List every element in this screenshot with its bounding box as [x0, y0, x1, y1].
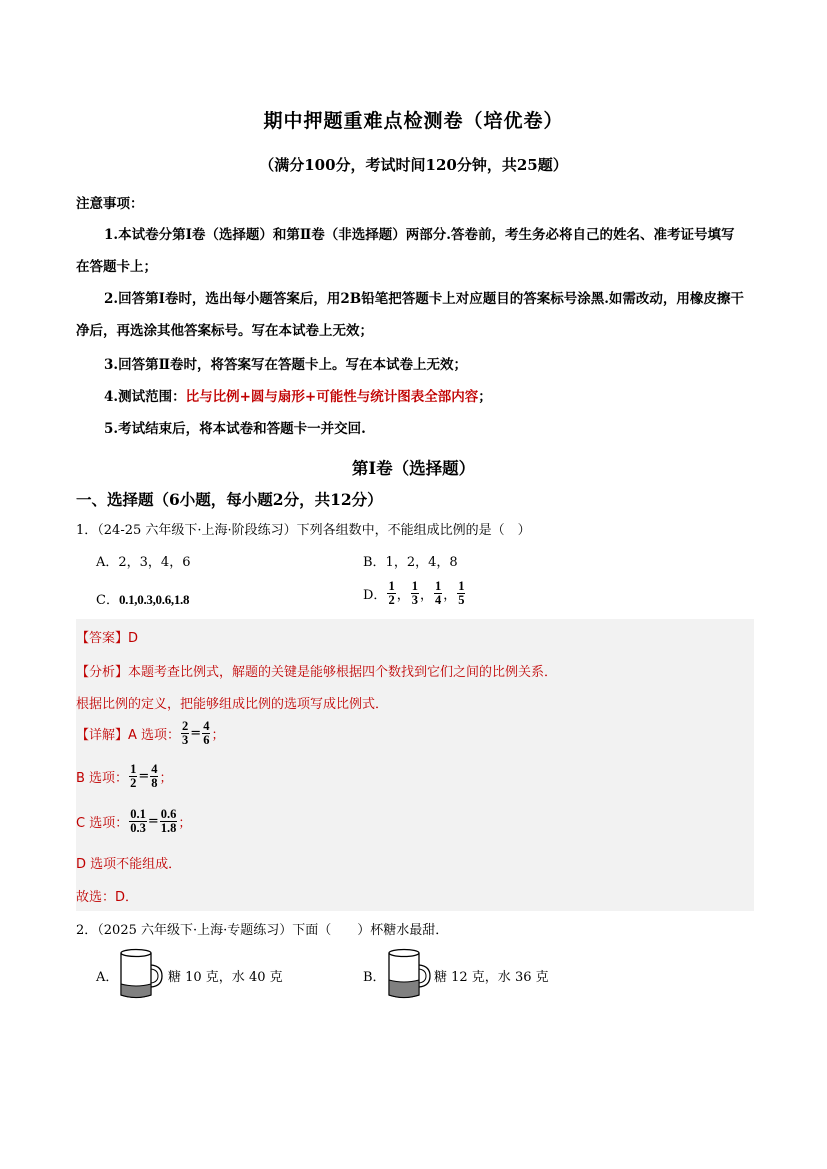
cup-icon — [386, 948, 432, 1000]
section-title: 第Ⅰ卷（选择题） — [351, 459, 476, 478]
detail-b-label: B 选项： — [76, 771, 129, 786]
q1-stem: 1．（24-25 六年级下·上海·阶段练习）下列各组数中，不能组成比例的是（ ） — [76, 523, 531, 538]
detail-b — [76, 763, 172, 790]
detail-c-label: C 选项： — [76, 816, 129, 831]
fraction: $\frac{4}{6}$ — [203, 719, 210, 747]
page-subtitle: （满分100分，考试时间120分钟，共25题） — [259, 156, 568, 174]
separator: ， — [443, 588, 457, 603]
note-3: 3.回答第Ⅱ卷时，将答案写在答题卡上。写在本试卷上无效； — [104, 357, 467, 373]
q2-option-b-label: B． — [363, 970, 386, 985]
q1-option-d-label: D． — [363, 588, 387, 603]
separator: ， — [396, 588, 410, 603]
q1-option-c — [96, 589, 189, 608]
equals-sign: = — [190, 726, 202, 741]
cup-icon — [118, 948, 164, 1000]
conclusion: 故选：D． — [76, 890, 139, 905]
analysis-line-2: 根据比例的定义，把能够组成比例的选项写成比例式． — [76, 697, 389, 712]
detail-label: 【详解】A 选项： — [76, 728, 181, 743]
q1-option-a: A．2，3，4，6 — [96, 555, 191, 570]
note-2b: 净后，再选涂其他答案标号。写在本试卷上无效； — [76, 323, 373, 339]
page-title: 期中押题重难点检测卷（培优卷） — [263, 110, 564, 132]
end-punct: ； — [178, 816, 192, 831]
note-4 — [104, 381, 804, 413]
note-4-suffix: ； — [478, 389, 492, 405]
analysis-line-1: 【分析】本题考查比例式，解题的关键是能够根据四个数找到它们之间的比例关系． — [76, 665, 558, 680]
fraction: $\frac{1}{4}$ — [434, 579, 442, 607]
q1-option-c-value: 0.1,0.3,0.6,1.8 — [118, 592, 190, 607]
equals-sign: = — [138, 769, 150, 784]
test-range: 比与比例+圆与扇形+可能性与统计图表全部内容 — [185, 389, 479, 405]
q1-option-d — [363, 580, 466, 607]
fraction: $\frac{1}{2}$ — [388, 579, 395, 607]
separator: ， — [419, 588, 433, 603]
note-1b: 在答题卡上； — [76, 259, 157, 275]
note-5: 5.考试结束后，将本试卷和答题卡一并交回. — [104, 421, 366, 437]
q1-option-c-label: C． — [96, 593, 119, 608]
fraction: $\frac{0.6}{1.8}$ — [160, 807, 177, 835]
q2-option-a-text: 糖 10 克，水 40 克 — [168, 970, 283, 985]
fraction: $\frac{1}{3}$ — [411, 579, 418, 607]
fraction: $\frac{1}{5}$ — [458, 579, 465, 607]
detail-a — [76, 720, 224, 747]
fraction: $\frac{0.1}{0.3}$ — [130, 807, 146, 835]
note-4-prefix: 4.测试范围： — [104, 389, 186, 405]
q1-option-b: B．1，2，4，8 — [363, 555, 458, 570]
end-punct: ； — [159, 771, 173, 786]
part-title: 一、选择题（6小题，每小题2分，共12分） — [76, 490, 383, 509]
note-1a: 1.本试卷分第Ⅰ卷（选择题）和第Ⅱ卷（非选择题）两部分.答卷前，考生务必将自己的姓名、准考证号填写 — [104, 227, 735, 243]
q2-option-b-text: 糖 12 克，水 36 克 — [434, 970, 549, 985]
fraction: $\frac{4}{8}$ — [151, 762, 158, 790]
detail-d: D 选项不能组成． — [76, 857, 182, 872]
end-punct: ； — [211, 728, 225, 743]
note-2a: 2.回答第Ⅰ卷时，选出每小题答案后，用2B铅笔把答题卡上对应题目的答案标号涂黑.如需改动，用橡皮擦干 — [104, 291, 744, 307]
answer-line: 【答案】D — [76, 631, 139, 646]
notes-heading: 注意事项： — [76, 196, 144, 212]
q2-stem: 2．（2025 六年级下·上海·专题练习）下面（ ）杯糖水最甜． — [76, 923, 449, 938]
q2-option-a-label: A． — [96, 970, 119, 985]
fraction: $\frac{2}{3}$ — [182, 719, 189, 747]
equals-sign: = — [147, 814, 159, 829]
fraction: $\frac{1}{2}$ — [130, 762, 137, 790]
detail-c — [76, 808, 191, 835]
